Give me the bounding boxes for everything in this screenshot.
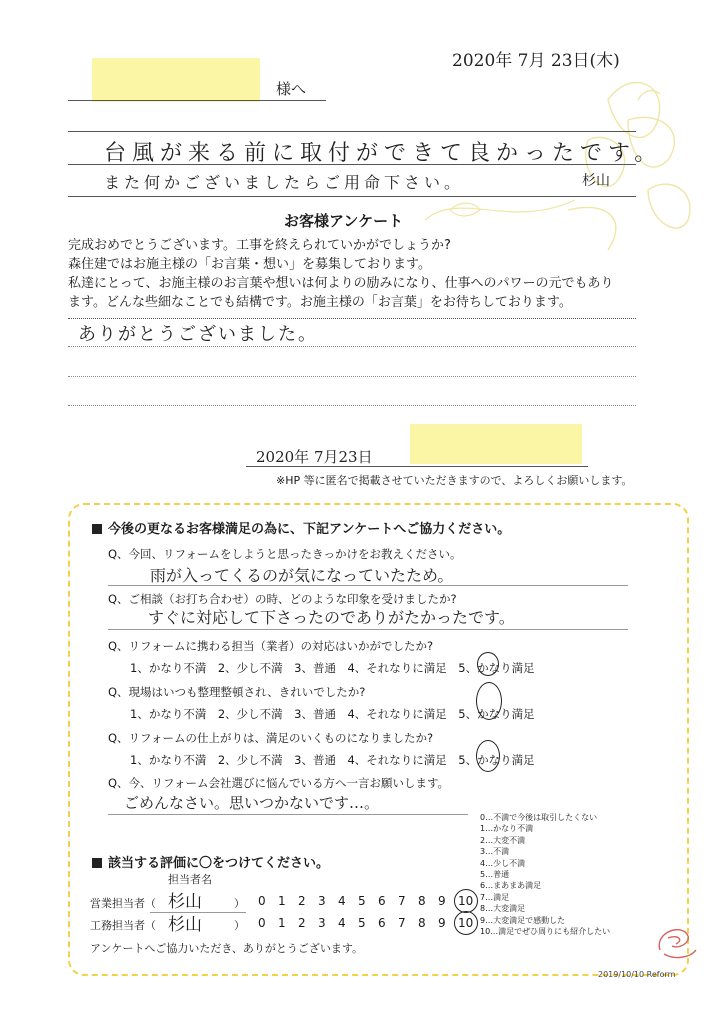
- staff-name-header: 担当者名: [168, 873, 212, 886]
- customer-reply: ありがとうございました。: [78, 324, 318, 345]
- legend-item: 2…大変不満: [480, 835, 526, 845]
- options-5: 1、かなり不満 2、少し不満 3、普通 4、それなりに満足 5、かなり満足: [130, 753, 535, 767]
- reply-rule: [68, 405, 636, 406]
- intro-paragraph: [68, 236, 668, 312]
- legend-item: 10…満足でぜひ周りにも紹介したい: [480, 927, 611, 937]
- scale-value: 8: [418, 916, 426, 930]
- form-version-footer: 2019/10/10 Reform: [598, 970, 676, 979]
- answer-6: ごめんなさい。思いつかないです…。: [124, 794, 380, 812]
- scale-value: 10: [458, 916, 474, 930]
- legend-item: 8…大変満足: [480, 904, 526, 914]
- scale-value: 9: [438, 916, 446, 930]
- intro-line: 私達にとって、お施主様のお言葉や想いは何よりの励みになり、仕事へのパワーの元でもあり: [68, 276, 614, 291]
- customer-name-redaction: [92, 58, 260, 102]
- scale-value: 7: [398, 894, 406, 908]
- question-3: Q、リフォームに携わる担当（業者）の対応はいかがでしたか?: [108, 639, 434, 653]
- answer-rule: [108, 814, 468, 815]
- letter-date: 2020年 7月 23日(木): [452, 51, 620, 71]
- question-5: Q、リフォームの仕上がりは、満足のいくものになりましたか?: [108, 731, 434, 745]
- message-line-2: また何かございましたらご用命下さい。: [104, 173, 465, 192]
- scale-value: 3: [318, 894, 326, 908]
- scale-value: 1: [278, 894, 286, 908]
- reply-name-redaction: [410, 424, 582, 464]
- legend-item: 6…まあまあ満足: [480, 881, 542, 891]
- scale-value: 6: [378, 894, 386, 908]
- stamp-signature: [650, 920, 700, 964]
- reply-rule: [68, 346, 636, 347]
- message-rule: [68, 196, 636, 197]
- message-rule: [68, 164, 636, 165]
- sales-rating-selected-circle: [454, 889, 478, 913]
- message-rule: [68, 131, 636, 132]
- scale-value: 3: [318, 916, 326, 930]
- thank-you-note: アンケートへご協力いただき、ありがとうございます。: [90, 942, 364, 955]
- reply-date-rule: [246, 466, 588, 467]
- sales-staff-name: 杉山: [168, 892, 202, 912]
- selected-option-circle: [476, 682, 502, 720]
- answer-rule: [108, 629, 628, 630]
- answer-2: すぐに対応して下さったのでありがたかったです。: [148, 608, 515, 627]
- scale-value: 4: [338, 916, 346, 930]
- scale-value: 9: [438, 894, 446, 908]
- rating-legend: [480, 812, 610, 937]
- legend-item: 9…大変満足で感動した: [480, 915, 566, 925]
- construction-staff-name: 杉山: [168, 915, 202, 935]
- legend-item: 1…かなり不満: [480, 824, 534, 834]
- message-line-1: 台風が来る前に取付ができて良かったです。: [104, 141, 663, 166]
- construction-rating-scale: [258, 916, 478, 930]
- honorific: 様へ: [276, 80, 307, 98]
- legend-item: 4…少し不満: [480, 858, 526, 868]
- reply-rule: [68, 376, 636, 377]
- survey-heading: 今後の更なるお客様満足の為に、下記アンケートへご協力ください。: [92, 518, 510, 537]
- scale-value: 4: [338, 894, 346, 908]
- survey-title: お客様アンケート: [284, 212, 404, 230]
- legend-item: 3…不満: [480, 847, 510, 857]
- anonymity-notice: ※HP 等に匿名で掲載させていただきますので、よろしくお願いします。: [276, 474, 633, 487]
- selected-option-circle: [476, 740, 500, 772]
- options-3: 1、かなり不満 2、少し不満 3、普通 4、それなりに満足 5、かなり満足: [130, 661, 535, 675]
- scale-value: 10: [458, 894, 474, 908]
- scale-value: 5: [358, 916, 366, 930]
- scale-value: 6: [378, 916, 386, 930]
- name-underline: [68, 100, 326, 101]
- answer-1: 雨が入ってくるのが気になっていたため。: [150, 566, 454, 585]
- selected-option-circle: [477, 652, 499, 676]
- message-signature: 杉山: [582, 173, 610, 189]
- scale-value: 2: [298, 894, 306, 908]
- question-6: Q、今、リフォーム会社選びに悩んでいる方へ一言お願いします。: [108, 776, 450, 790]
- legend-item: 0…不満で今後は取引したくない: [480, 813, 598, 822]
- legend-item: 5…普通: [480, 870, 510, 880]
- question-2: Q、ご相談（お打ち合わせ）の時、どのような印象を受けましたか?: [108, 592, 457, 606]
- answer-rule: [108, 585, 628, 586]
- scale-value: 0: [258, 916, 266, 930]
- scale-value: 0: [258, 894, 266, 908]
- scale-value: 7: [398, 916, 406, 930]
- construction-paren-close: ）: [234, 919, 245, 932]
- intro-line: 森住建ではお施主様の「お言葉・想い」を募集しております。: [68, 257, 431, 272]
- square-bullet-icon: [92, 524, 102, 534]
- sales-paren-close: ）: [234, 897, 245, 910]
- reply-rule: [68, 318, 636, 319]
- scale-value: 1: [278, 916, 286, 930]
- square-bullet-icon: [92, 858, 102, 868]
- construction-staff-label: 工務担当者（: [90, 919, 156, 932]
- reply-date: 2020年 7月23日: [256, 448, 373, 466]
- sales-rating-scale: [258, 894, 478, 908]
- construction-rating-selected-circle: [454, 911, 478, 935]
- scale-value: 2: [298, 916, 306, 930]
- scale-value: 8: [418, 894, 426, 908]
- rating-heading: 該当する評価に〇をつけてください。: [92, 852, 329, 871]
- question-1: Q、今回、リフォームをしようと思ったきっかけをお教えください。: [108, 547, 462, 561]
- sales-staff-label: 営業担当者（: [90, 897, 156, 910]
- options-4: 1、かなり不満 2、少し不満 3、普通 4、それなりに満足 5、かなり満足: [130, 707, 535, 721]
- question-4: Q、現場はいつも整理整頓され、きれいでしたか?: [108, 685, 366, 699]
- intro-line: 完成おめでとうございます。工事を終えられていかがでしょうか?: [68, 238, 451, 253]
- legend-item: 7…満足: [480, 892, 510, 902]
- intro-line: ます。どんな些細なことでも結構です。お施主様の「お言葉」をお待ちしております。: [68, 295, 572, 310]
- scale-value: 5: [358, 894, 366, 908]
